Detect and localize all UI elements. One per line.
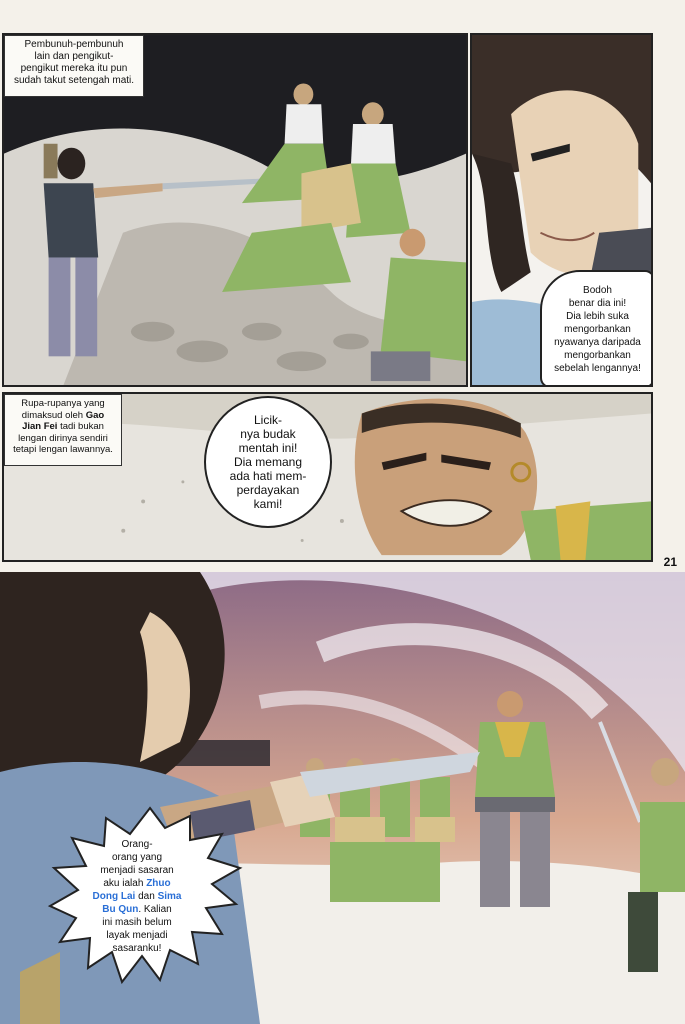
panel-4 — [0, 572, 685, 1024]
bubble-line: Dia lebih suka — [566, 310, 629, 322]
character-name-zhuo: Zhuo — [146, 878, 171, 889]
panel-2 — [470, 33, 653, 387]
panel-3-caption — [4, 394, 122, 466]
shout-line — [72, 877, 202, 890]
panel-2-speech-bubble — [540, 270, 653, 387]
bubble-line: mengorbankan — [564, 323, 631, 335]
bubble-line: nya budak — [240, 427, 296, 441]
panel-3 — [2, 392, 653, 562]
caption-line: sudah takut setengah mati. — [13, 75, 135, 86]
shout-line — [72, 903, 202, 916]
shout-line: Orang- — [121, 839, 153, 850]
character-name-gao: Gao — [85, 409, 105, 421]
caption-line: Pembunuh-pembunuh — [24, 39, 124, 50]
caption-line: lengan dirinya sendiri — [18, 432, 108, 444]
shout-line: ini masih belum — [102, 917, 172, 928]
shout-text — [72, 838, 202, 955]
bubble-line: Licik- — [253, 413, 282, 427]
character-name-dong-lai: Dong Lai — [92, 891, 136, 902]
shout-line: sasaranku! — [112, 943, 162, 954]
bubble-line: benar dia ini! — [568, 297, 627, 309]
bubble-line: nyawanya daripada — [554, 336, 641, 348]
caption-line: tetapi lengan lawannya. — [13, 444, 113, 455]
bubble-line: mentah ini! — [238, 441, 298, 455]
character-name-jian-fei: Jian Fei — [22, 421, 58, 432]
bubble-line: Dia memang — [233, 455, 302, 469]
panel-1-caption — [4, 35, 144, 97]
shout-line: menjadi sasaran — [100, 865, 174, 876]
bubble-line: sebelah lengannya! — [554, 362, 641, 374]
character-name-sima: Sima — [157, 891, 182, 902]
caption-line: pengikut mereka itu pun — [20, 63, 128, 74]
bubble-line: kami! — [253, 497, 283, 511]
caption-line: Rupa-rupanya yang — [21, 398, 105, 409]
bubble-line: perdayakan — [236, 483, 300, 497]
shout-text-fragment: dan — [135, 891, 158, 902]
page-number: 21 — [663, 555, 677, 569]
caption-line — [9, 421, 117, 433]
shout-line — [72, 890, 202, 903]
shout-line: orang yang — [111, 852, 163, 863]
bubble-line: mengorbankan — [564, 349, 631, 361]
bubble-line: Bodoh — [583, 284, 612, 296]
caption-line — [9, 410, 117, 422]
caption-line: lain dan pengikut- — [34, 51, 114, 62]
bubble-line: ada hati mem- — [229, 469, 307, 483]
panel-1 — [2, 33, 468, 387]
character-name-bu-qun: Bu Qun — [102, 904, 139, 915]
caption-text: dimaksud oleh — [21, 409, 86, 421]
shout-text-fragment: aku ialah — [103, 878, 147, 889]
shout-line: layak menjadi — [106, 930, 168, 941]
shout-text-fragment: . Kalian — [138, 904, 172, 915]
caption-text: tadi bukan — [57, 421, 104, 432]
panel-3-speech-bubble — [204, 396, 332, 528]
panel-4-art — [0, 572, 685, 1024]
